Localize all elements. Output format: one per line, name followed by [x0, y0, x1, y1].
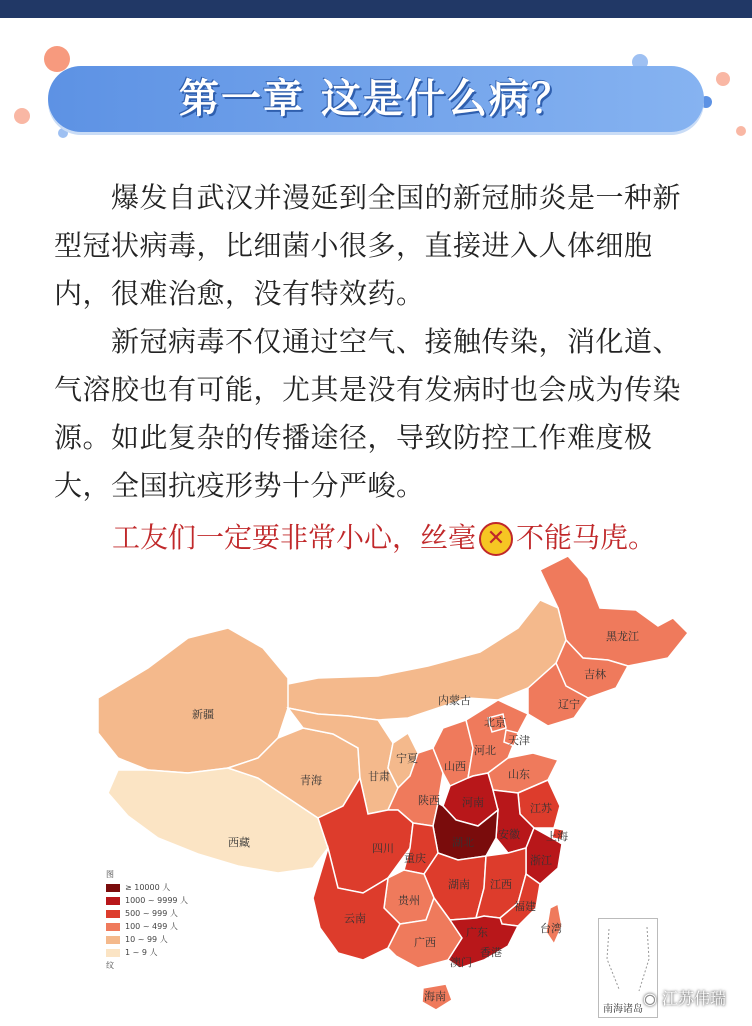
label-zhejiang: 浙江: [530, 854, 552, 867]
label-hebei: 河北: [474, 744, 496, 757]
x-circle-icon: ✕: [479, 522, 513, 556]
legend-item: [106, 933, 188, 946]
warning-text-after: 不能马虎。: [516, 521, 657, 554]
legend-label: 500 ~ 999 人: [125, 909, 178, 918]
decor-bubble: [716, 72, 730, 86]
inset-label: 南海诸岛: [603, 1004, 643, 1015]
label-guizhou: 贵州: [398, 894, 420, 907]
label-guangdong: 广东: [466, 926, 488, 939]
label-taiwan: 台湾: [540, 922, 562, 935]
label-chongqing: 重庆: [404, 852, 426, 865]
label-beijing: 北京: [484, 716, 506, 729]
legend-item: [106, 920, 188, 933]
legend-swatch: [106, 897, 120, 905]
legend-swatch: [106, 949, 120, 957]
paragraph-transmission: 新冠病毒不仅通过空气、接触传染，消化道、气溶胶也有可能，尤其是没有发病时也会成为传染源。如此复杂的传播途径，导致防控工作难度极大，全国抗疫形势十分严峻。: [54, 325, 682, 502]
label-anhui: 安徽: [498, 828, 520, 841]
label-xianggang: 香港: [480, 946, 502, 959]
label-shaanxi: 陕西: [418, 794, 440, 807]
paragraph-intro: 爆发自武汉并漫延到全国的新冠肺炎是一种新型冠状病毒，比细菌小很多，直接进入人体细胞内，很难治愈，没有特效药。: [54, 181, 682, 310]
legend-item: [106, 946, 188, 959]
label-jiangxi: 江西: [490, 878, 512, 891]
watermark: [643, 986, 726, 1009]
label-shanghai: 上海: [546, 830, 568, 843]
legend-item: [106, 881, 188, 894]
legend-swatch: [106, 936, 120, 944]
legend-label: 100 ~ 499 人: [125, 922, 178, 931]
province-xinjiang: [98, 628, 288, 773]
label-gansu: 甘肃: [368, 770, 390, 783]
legend-title: 图: [106, 870, 114, 879]
map-legend: [106, 868, 188, 972]
label-heilongjiang: 黑龙江: [606, 630, 639, 643]
label-henan: 河南: [462, 796, 484, 809]
decor-bubble: [736, 126, 746, 136]
label-sichuan: 四川: [372, 842, 394, 855]
label-neimenggu: 内蒙古: [438, 694, 471, 707]
label-aomen: 澳门: [450, 956, 472, 969]
label-hubei: 湖北: [452, 836, 474, 849]
legend-swatch: [106, 923, 120, 931]
legend-swatch: [106, 884, 120, 892]
label-hainan: 海南: [424, 990, 446, 1003]
label-tianjin: 天津: [508, 734, 530, 747]
label-yunnan: 云南: [344, 912, 366, 925]
label-jiangsu: 江苏: [530, 802, 552, 815]
warning-text-before: 工友们一定要非常小心，丝毫: [112, 521, 477, 554]
province-neimenggu: [268, 600, 566, 720]
decor-bubble: [14, 108, 30, 124]
label-guangxi: 广西: [414, 936, 436, 949]
label-shandong: 山东: [508, 768, 530, 781]
legend-footer: 纹: [106, 961, 114, 970]
legend-label: 1000 ~ 9999 人: [125, 896, 189, 905]
chapter-banner: [48, 66, 704, 132]
legend-item: [106, 894, 188, 907]
legend-item: [106, 907, 188, 920]
label-jilin: 吉林: [584, 668, 606, 681]
label-fujian: 福建: [514, 900, 536, 913]
watermark-text: 江苏伟瑞: [661, 989, 726, 1008]
label-hunan: 湖南: [448, 878, 470, 891]
label-liaoning: 辽宁: [558, 698, 580, 711]
label-xizang: 西藏: [228, 836, 250, 849]
label-shanxi: 山西: [444, 760, 466, 773]
top-bar: [0, 0, 752, 18]
legend-label: 1 ~ 9 人: [125, 948, 158, 957]
label-ningxia: 宁夏: [396, 752, 418, 765]
legend-label: 10 ~ 99 人: [125, 935, 168, 944]
chapter-title: 第一章 这是什么病？: [179, 76, 573, 122]
label-xinjiang: 新疆: [192, 708, 214, 721]
wechat-icon: ◉: [642, 989, 662, 1008]
legend-swatch: [106, 910, 120, 918]
label-qinghai: 青海: [300, 774, 322, 787]
legend-label: ≥ 10000 人: [125, 883, 171, 892]
